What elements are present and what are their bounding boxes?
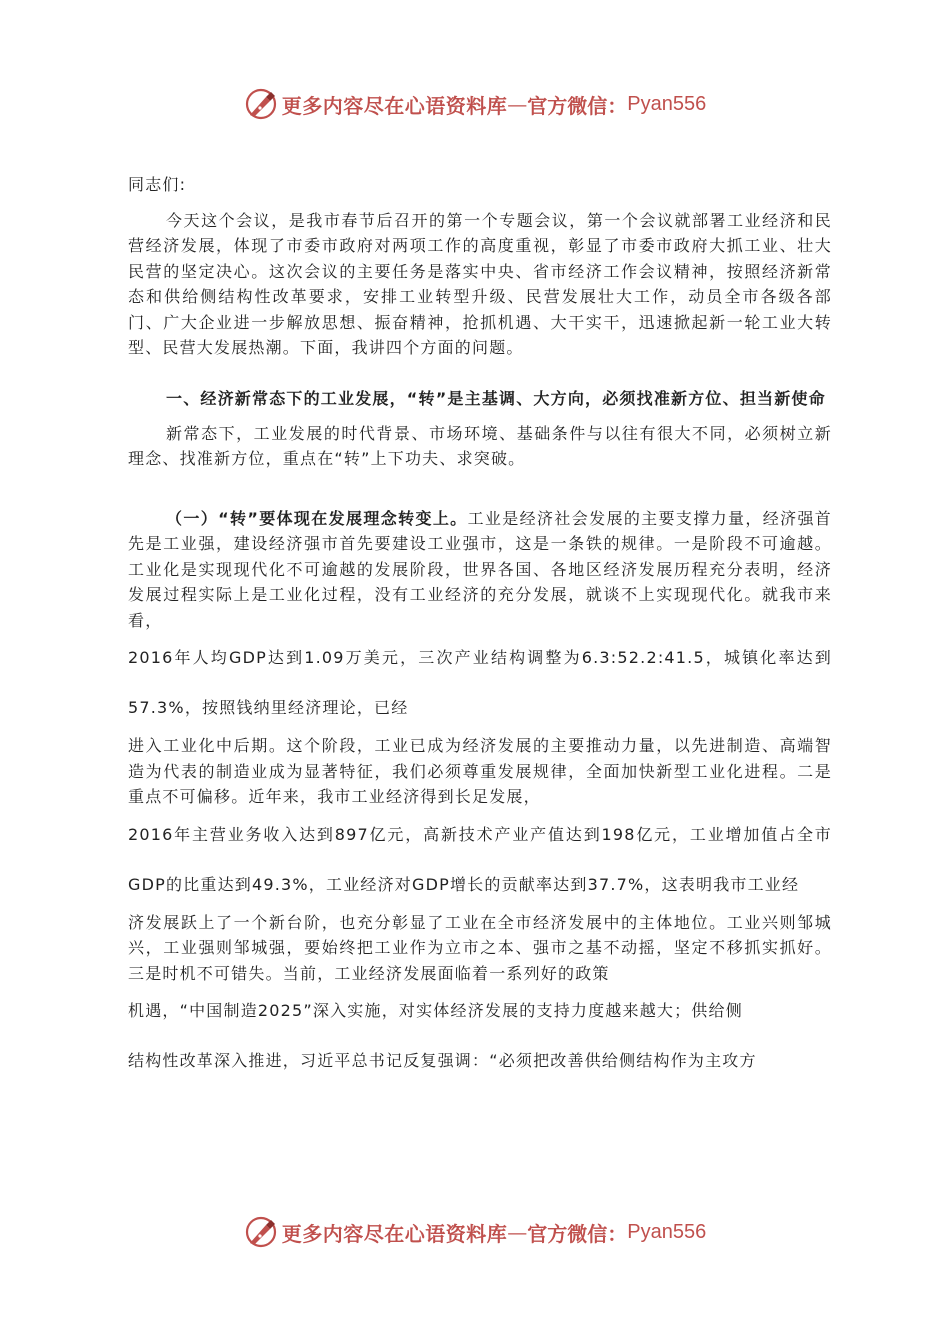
subsection-1-text-d: 2016年主营业务收入达到897亿元，高新技术产业产值达到198亿元，工业增加值占全市GDP的比重达到49.3%，工业经济对GDP增长的贡献率达到37.7%，这表明我市工业经	[128, 824, 832, 894]
subsection-1-text-g: 结构性改革深入推进，习近平总书记反复强调：“必须把改善供给侧结构作为主攻方	[128, 1051, 757, 1070]
header-banner	[0, 84, 950, 124]
subsection-1-title: （一）“转”要体现在发展理念转变上。	[166, 508, 468, 528]
subsection-1-text-e: 济发展跃上了一个新台阶，也充分彰显了工业在全市经济发展中的主体地位。工业兴则邹城兴，工业强则邹城强，要始终把工业作为立市之本、强市之基不动摇，坚定不移抓实抓好。三是时机不可错失。当前，工业经济发展面临着一系列好的政策	[128, 912, 832, 983]
subsection-1-text-f: 机遇，“中国制造2025”深入实施，对实体经济发展的支持力度越来越大；供给侧	[128, 1001, 743, 1020]
subsection-1-paragraph	[128, 506, 832, 634]
banner-separator: —	[507, 92, 528, 116]
banner-wechat-label: 官方微信：	[527, 1221, 628, 1246]
banner-separator: —	[507, 1220, 528, 1244]
subsection-1-text-b: 2016年人均GDP达到1.09万美元，三次产业结构调整为6.3:52.2:41.5，城镇化率达到57.3%，按照钱纳里经济理论，已经	[128, 648, 832, 717]
pen-nib-logo-icon	[244, 87, 278, 121]
section-1-intro: 新常态下，工业发展的时代背景、市场环境、基础条件与以往有很大不同，必须树立新理念、找准新方位，重点在“转”上下功夫、求突破。	[128, 423, 832, 468]
document-body	[128, 172, 832, 1086]
pen-nib-logo-icon	[244, 1215, 278, 1249]
banner-wechat-id: Pyan556	[627, 1220, 707, 1243]
section-heading-1: 一、经济新常态下的工业发展，“转”是主基调、大方向，必须找准新方位、担当新使命	[166, 388, 826, 408]
banner-text: 更多内容尽在心语资料库	[281, 1221, 508, 1246]
footer-banner	[0, 1212, 950, 1252]
subsection-1-text-a: 工业是经济社会发展的主要支撑力量，经济强首先是工业强，建设经济强市首先要建设工业强市，这是一条铁的规律。一是阶段不可逾越。工业化是实现现代化不可逾越的发展阶段，世界各国、各地区经济发展历程充分表明，经济发展过程实际上是工业化过程，没有工业经济的充分发展，就谈不上实现现代化。就我市来看，	[128, 508, 833, 630]
intro-paragraph: 今天这个会议，是我市春节后召开的第一个专题会议，第一个会议就部署工业经济和民营经济发展，体现了市委市政府对两项工作的高度重视，彰显了市委市政府大抓工业、壮大民营的坚定决心。这次会议的主要任务是落实中央、省市经济工作会议精神，按照经济新常态和供给侧结构性改革要求，安排工业转型升级、民营发展壮大工作，动员全市各级各部门、广大企业进一步解放思想、振奋精神，抢抓机遇、大干实干，迅速掀起新一轮工业大转型、民营大发展热潮。下面，我讲四个方面的问题。	[128, 210, 832, 357]
salutation: 同志们:	[128, 175, 187, 194]
banner-wechat-label: 官方微信：	[527, 93, 628, 118]
banner-wechat-id: Pyan556	[627, 92, 707, 115]
banner-text: 更多内容尽在心语资料库	[281, 93, 508, 118]
subsection-1-text-c: 进入工业化中后期。这个阶段，工业已成为经济发展的主要推动力量，以先进制造、高端智造为代表的制造业成为显著特征，我们必须尊重发展规律，全面加快新型工业化进程。二是重点不可偏移。近年来，我市工业经济得到长足发展，	[128, 736, 832, 806]
